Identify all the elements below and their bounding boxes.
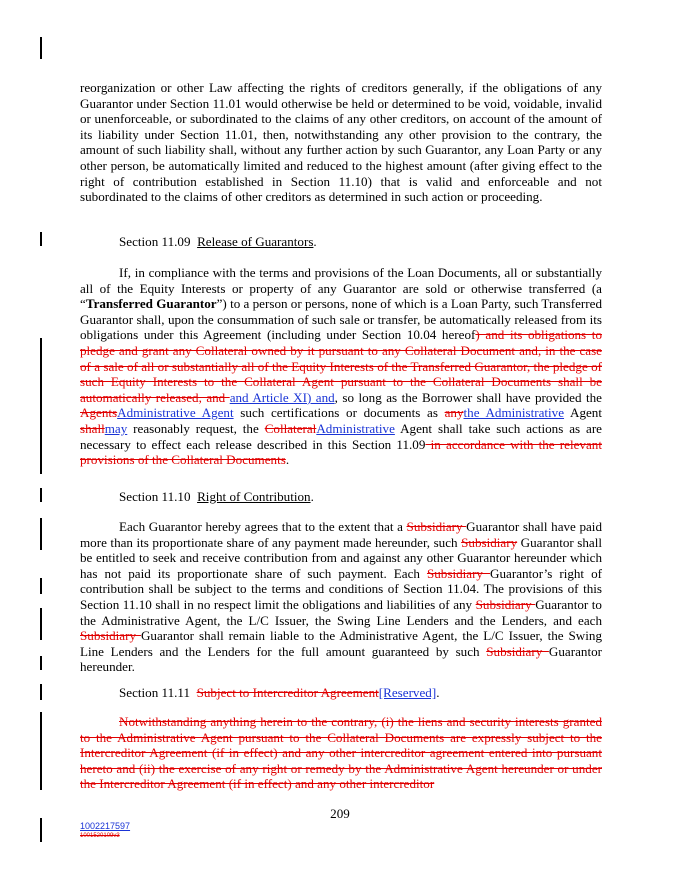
- document-id-old: 1001520109v3: [80, 833, 120, 839]
- body-text: Guarantor’s right of contribution shall be subject to the terms and conditions of Section 11.04. The provisions of this Section 11.10 shall in no respect limit the obligations and liabilities of any: [80, 565, 603, 612]
- section-title-deleted: Subject to Intercreditor Agreement: [196, 685, 379, 700]
- change-bar: [40, 37, 42, 59]
- change-bar: [40, 656, 42, 670]
- body-text: Guarantor hereunder.: [80, 643, 602, 675]
- section-11-09-heading: Section 11.09 Release of Guarantors.: [119, 234, 317, 249]
- change-bar: [40, 578, 42, 594]
- section-11-11-body: [80, 714, 602, 792]
- page-number: 209: [330, 806, 350, 821]
- change-bar: [40, 232, 42, 246]
- deleted-paragraph: Notwithstanding anything herein to the contrary, (i) the liens and security interests granted to the Administrative Agent pursuant to the Collateral Documents are expressly subject to the Intercreditor Agreement (if in effect) and any other intercreditor agreement entered into pursuant hereto and (ii) the exercise of any right or remedy by the Administrative Agent hereunder or under the Intercreditor Agreement (if in effect) and any other intercreditor: [80, 714, 602, 792]
- inserted-text: Administrative Agent: [117, 405, 234, 421]
- body-text: If, in compliance with the terms and provisions of the Loan Documents, all or substantially all of the Equity Interests or property of any Guarantor are sold or otherwise transferred (a “: [80, 265, 602, 312]
- inserted-text: the Administrative: [463, 405, 565, 421]
- deleted-text: Subsidiary: [80, 628, 141, 644]
- change-bar: [40, 338, 42, 474]
- deleted-text: Subsidiary: [406, 519, 467, 534]
- body-text: Guarantor shall remain liable to the Administrative Agent, the L/C Issuer, the Swing Line Lenders and the Lenders for the full amount guaranteed by such: [80, 628, 602, 659]
- body-text: Agent shall take such actions as are necessary to effect each release described in this Section 11.09: [80, 420, 602, 452]
- body-text: ”) to a person or persons, none of which is a Loan Party, such Transferred Guarantor shall, upon the consummation of such sale or transfer, be automatically released from its obligations under this Agreement (including under Section 10.04 hereof: [80, 296, 603, 343]
- section-number: Section 11.11: [119, 685, 191, 700]
- inserted-text: and Article XI) and: [229, 389, 335, 405]
- body-text: .: [285, 452, 290, 468]
- section-11-10-heading: Section 11.10 Right of Contribution.: [119, 489, 314, 504]
- deleted-text: Collateral: [264, 420, 317, 436]
- defined-term: Transferred Guarantor: [85, 296, 217, 312]
- paragraph-guarantor-limitation: reorganization or other Law affecting the rights of creditors generally, if the obligations of any Guarantor under Section 11.01 would otherwise be held or determined to be void, voidable, invalid or unenforceable, or subordinated to the claims of any other creditors, on account of the amount of its liability under Section 11.01, then, notwithstanding any other provision to the contrary, the amount of such liability shall, without any further action by such Guarantor, any Loan Party or any other person, be automatically limited and reduced to the highest amount (after giving effect to the right of contribution established in Section 11.10) that is valid and enforceable and not subordinated to the claims of other creditors as determined in such action or proceeding.: [80, 80, 602, 205]
- section-11-10-body: [80, 519, 602, 675]
- deleted-text: Subsidiary: [486, 643, 549, 659]
- body-text: reasonably request, the: [127, 420, 265, 436]
- section-number: Section 11.09: [119, 234, 191, 249]
- deleted-text: Agents: [80, 405, 118, 421]
- change-bar: [40, 488, 42, 502]
- document-id: 1002217597: [80, 821, 131, 831]
- section-title-inserted: [Reserved]: [378, 685, 437, 700]
- section-number: Section 11.10: [119, 489, 191, 504]
- deleted-text: Subsidiary: [475, 596, 536, 612]
- body-text: Guarantor shall be entitled to seek and receive contribution from and against any other Guarantor hereunder which has not paid its proportionate share of such payment. Each: [80, 534, 603, 581]
- inserted-text: Administrative: [316, 420, 395, 436]
- change-bar: [40, 518, 42, 550]
- body-text: Each Guarantor hereby agrees that to the extent that a: [119, 519, 407, 534]
- body-text: , so long as the Borrower shall have provided the: [334, 389, 602, 405]
- body-text: Guarantor shall have paid more than its proportionate share of any payment made hereunder, such: [80, 519, 602, 550]
- change-bar: [40, 712, 42, 790]
- body-text: such certifications or documents as: [233, 405, 445, 421]
- section-title: Release of Guarantors: [197, 234, 314, 249]
- deleted-text: any: [444, 405, 464, 421]
- change-bar: [40, 684, 42, 700]
- section-11-11-heading: Section 11.11 Subject to Intercreditor Agreement[Reserved].: [119, 685, 440, 700]
- deleted-text: shall: [80, 420, 105, 436]
- change-bar: [40, 608, 42, 640]
- section-title: Right of Contribution: [197, 489, 311, 504]
- body-text: Guarantor to the Administrative Agent, the L/C Issuer, the Swing Line Lenders and the Lenders, and each: [80, 596, 602, 628]
- deleted-text: Subsidiary: [461, 534, 518, 550]
- inserted-text: may: [104, 420, 128, 436]
- section-11-09-body: [80, 265, 602, 468]
- deleted-text: Subsidiary: [426, 565, 491, 581]
- deleted-text: in accordance with the relevant provisions of the Collateral Documents: [80, 436, 602, 468]
- body-text: Agent: [564, 405, 602, 421]
- deleted-text: ) and its obligations to pledge and grant any Collateral owned by it pursuant to any Collateral Document and, in the case of a sale of all or substantially all of the Equity Interests of the Transferred Guarantor, the pledge of such Equity Interests to the Collateral Agent pursuant to the Collateral Documents shall be automatically released, and: [80, 327, 602, 405]
